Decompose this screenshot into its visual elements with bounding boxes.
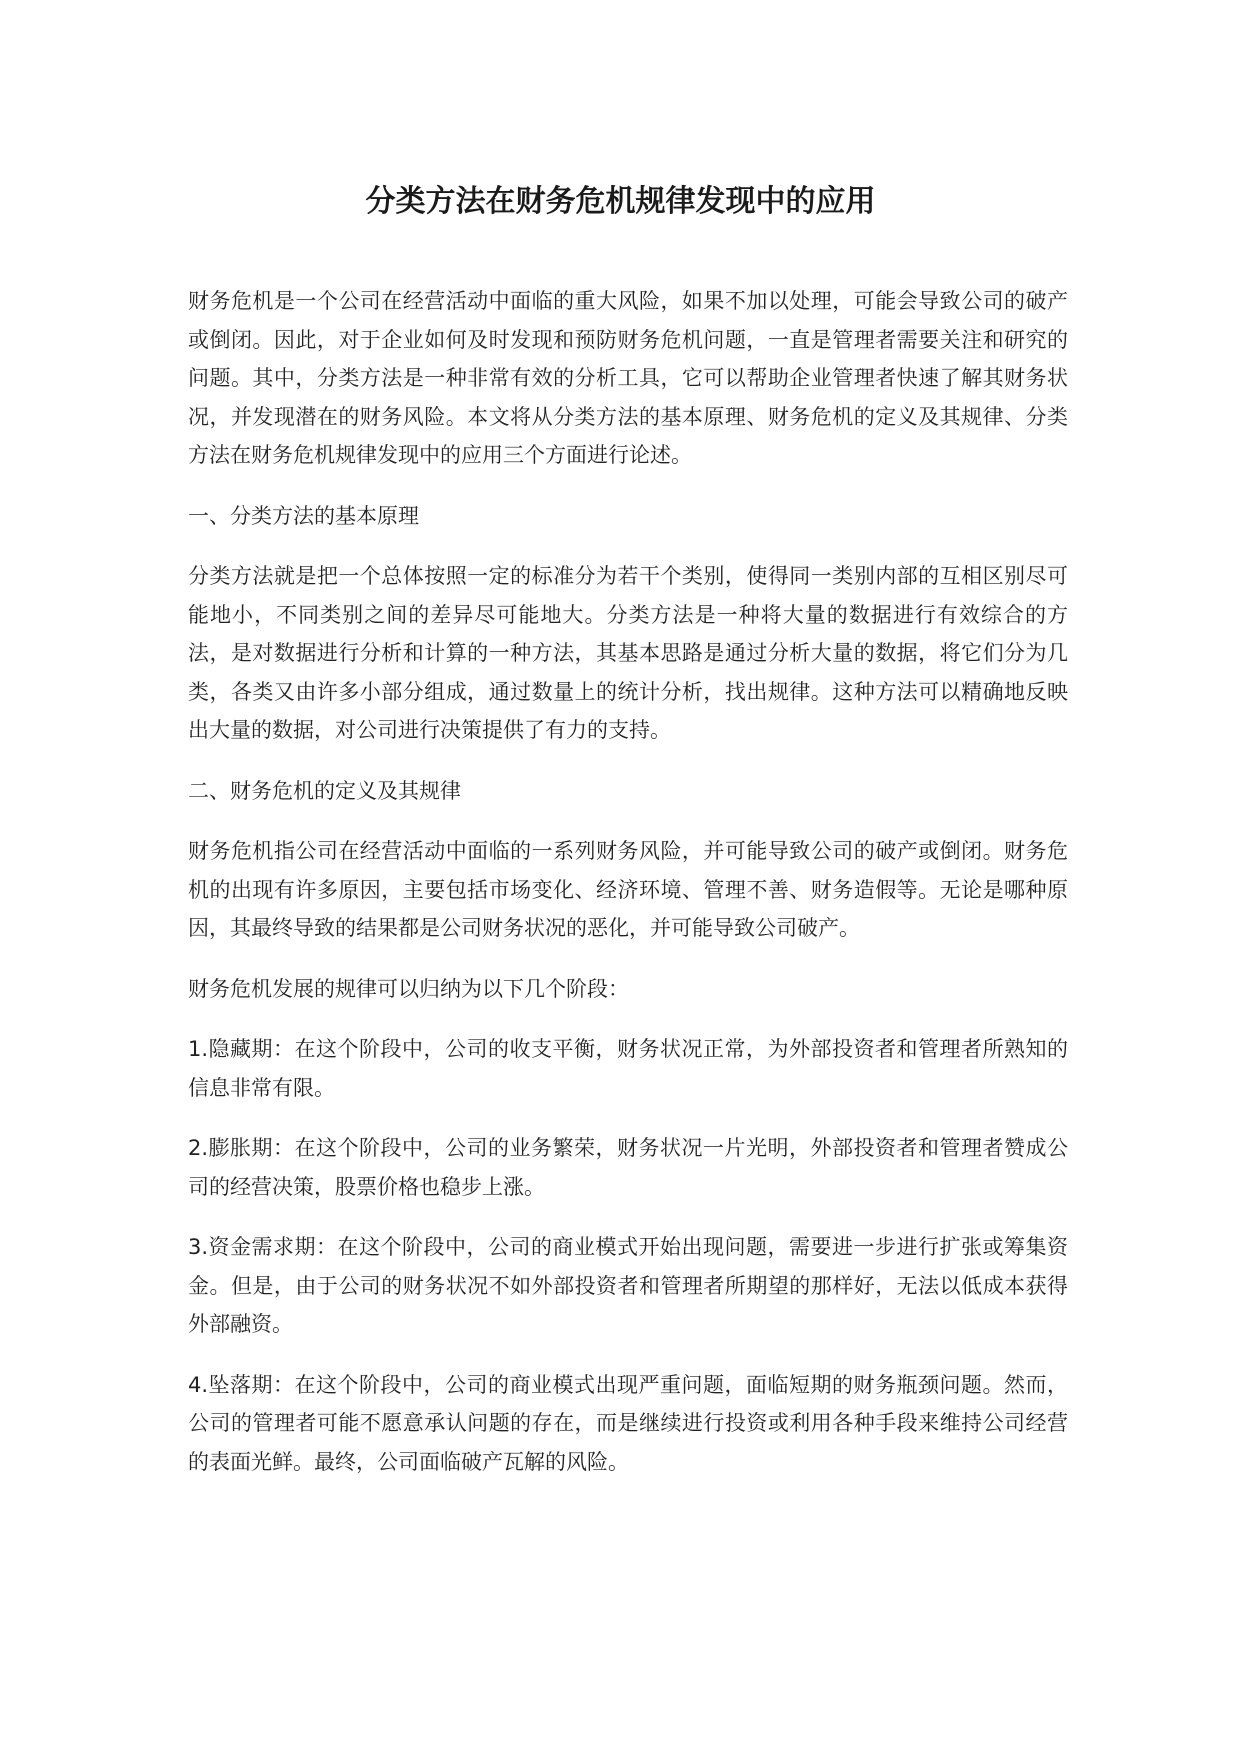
section-2-paragraph: 财务危机指公司在经营活动中面临的一系列财务风险，并可能导致公司的破产或倒闭。财务危机的出现有许多原因，主要包括市场变化、经济环境、管理不善、财务造假等。无论是哪种原因，其最终导致的结果都是公司财务状况的恶化，并可能导致公司破产。	[188, 839, 1068, 940]
document-body	[188, 282, 1068, 1481]
section-2-heading: 二、财务危机的定义及其规律	[188, 778, 461, 803]
intro-paragraph: 财务危机是一个公司在经营活动中面临的重大风险，如果不加以处理，可能会导致公司的破产或倒闭。因此，对于企业如何及时发现和预防财务危机问题，一直是管理者需要关注和研究的问题。其中，分类方法是一种非常有效的分析工具，它可以帮助企业管理者快速了解其财务状况，并发现潜在的财务风险。本文将从分类方法的基本原理、财务危机的定义及其规律、分类方法在财务危机规律发现中的应用三个方面进行论述。	[188, 289, 1068, 467]
section-1-paragraph: 分类方法就是把一个总体按照一定的标准分为若干个类别，使得同一类别内部的互相区别尽可能地小，不同类别之间的差异尽可能地大。分类方法是一种将大量的数据进行有效综合的方法，是对数据进行分析和计算的一种方法，其基本思路是通过分析大量的数据，将它们分为几类，各类又由许多小部分组成，通过数量上的统计分析，找出规律。这种方法可以精确地反映出大量的数据，对公司进行决策提供了有力的支持。	[188, 564, 1068, 742]
stage-item: 4.坠落期：在这个阶段中，公司的商业模式出现严重问题，面临短期的财务瓶颈问题。然而，公司的管理者可能不愿意承认问题的存在，而是继续进行投资或利用各种手段来维持公司经营的表面光鲜。最终，公司面临破产瓦解的风险。	[188, 1372, 1068, 1474]
document-title: 分类方法在财务危机规律发现中的应用	[365, 184, 876, 219]
stage-item: 3.资金需求期：在这个阶段中，公司的商业模式开始出现问题，需要进一步进行扩张或筹集资金。但是，由于公司的财务状况不如外部投资者和管理者所期望的那样好，无法以低成本获得外部融资。	[188, 1235, 1068, 1336]
stages-intro-paragraph: 财务危机发展的规律可以归纳为以下几个阶段：	[188, 976, 629, 1001]
stage-item: 1.隐藏期：在这个阶段中，公司的收支平衡，财务状况正常，为外部投资者和管理者所熟知的信息非常有限。	[188, 1037, 1068, 1100]
stage-item: 2.膨胀期：在这个阶段中，公司的业务繁荣，财务状况一片光明，外部投资者和管理者赞成公司的经营决策，股票价格也稳步上涨。	[188, 1136, 1068, 1199]
section-1-heading: 一、分类方法的基本原理	[188, 503, 419, 528]
